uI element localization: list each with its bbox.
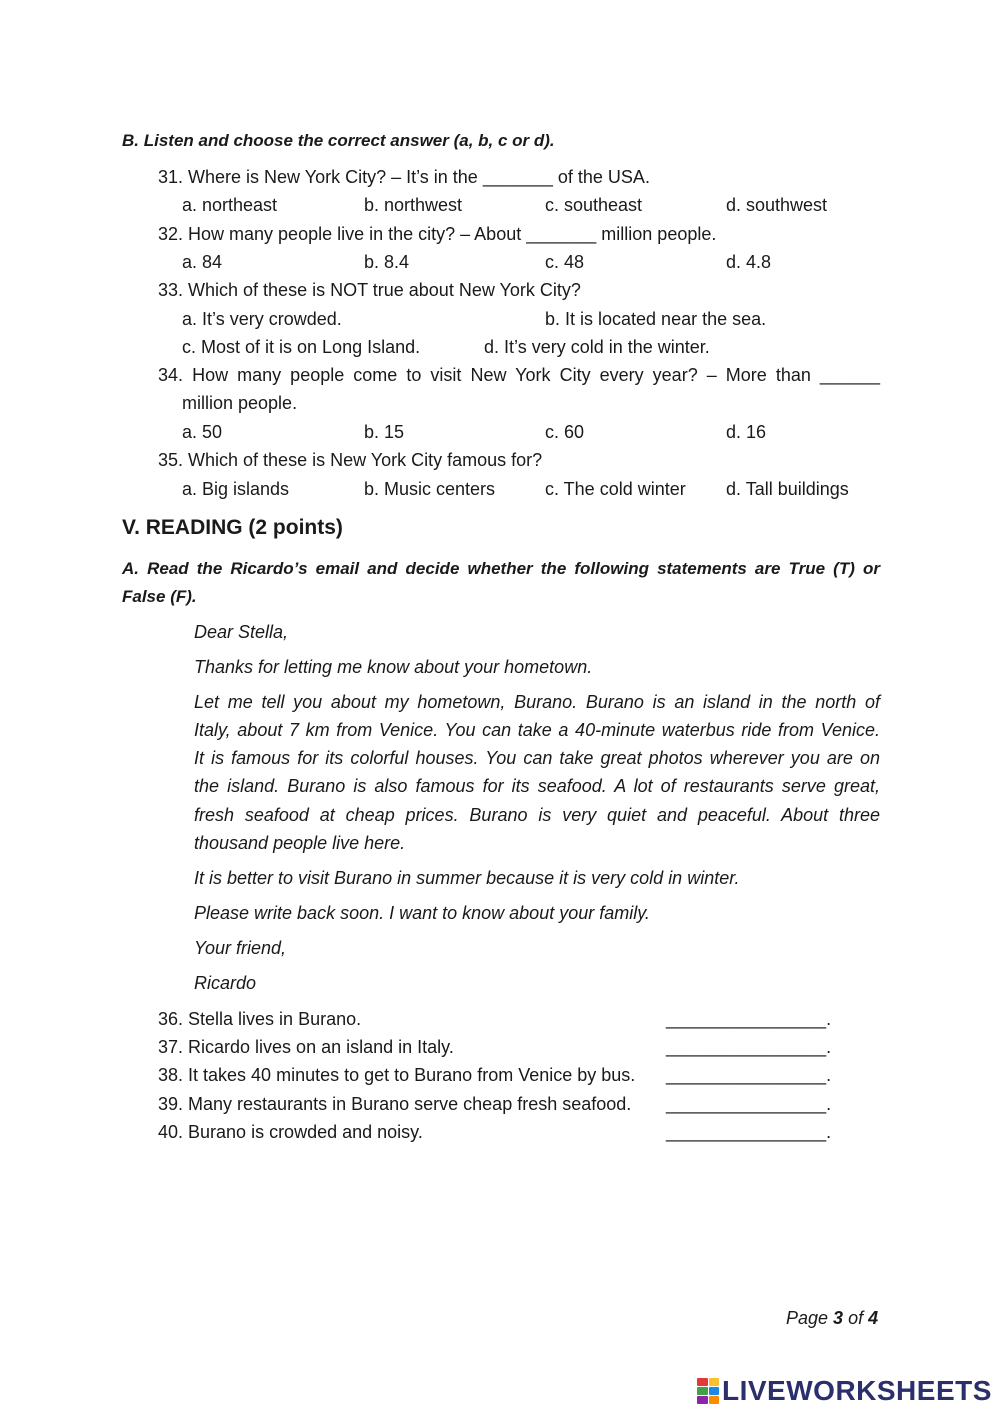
email-p2-line-3: It is famous for its colorful houses. You can take great photos wherever you are on <box>194 748 880 768</box>
q32-option-d: d. 4.8 <box>726 252 772 272</box>
section-b-heading: B. Listen and choose the correct answer (a, b, c or d). <box>122 131 555 150</box>
email-p2-line-1: Let me tell you about my hometown, Burano. Burano is an island in the north of <box>194 692 880 712</box>
email-paragraph-1: Thanks for letting me know about your hometown. <box>194 657 593 677</box>
reading-instruction-line2: False (F). <box>122 587 197 606</box>
statement-40: 40. Burano is crowded and noisy. <box>158 1122 423 1142</box>
question-35: 35. Which of these is New York City famous for? <box>158 450 543 470</box>
question-33: 33. Which of these is NOT true about New York City? <box>158 280 581 300</box>
q35-option-b: b. Music centers <box>364 479 496 499</box>
liveworksheets-logo <box>697 1375 992 1407</box>
q34-option-d: d. 16 <box>726 422 767 442</box>
email-paragraph-4: Please write back soon. I want to know about your family. <box>194 903 650 923</box>
q33-option-d: d. It’s very cold in the winter. <box>484 337 710 357</box>
q32-option-b: b. 8.4 <box>364 252 410 272</box>
question-31: 31. Where is New York City? – It’s in the _______ of the USA. <box>158 167 650 187</box>
q34-option-a: a. 50 <box>182 422 223 442</box>
reading-instruction-line1: A. Read the Ricardo’s email and decide whether the following statements are True (T) or <box>122 559 880 578</box>
q31-option-d: d. southwest <box>726 195 828 215</box>
q33-option-a: a. It’s very crowded. <box>182 309 342 329</box>
page-prefix: Page <box>786 1308 834 1328</box>
statement-36-answer-blank[interactable]: ________________. <box>666 1009 832 1029</box>
q33-option-b: b. It is located near the sea. <box>545 309 767 329</box>
email-p2-line-2: Italy, about 7 km from Venice. You can take a 40-minute waterbus ride from Venice. <box>194 720 880 740</box>
email-closing: Your friend, <box>194 938 287 958</box>
email-p2-line-4: the island. Burano is also famous for its seafood. A lot of restaurants serve great, <box>194 776 880 796</box>
statement-40-answer-blank[interactable]: ________________. <box>666 1122 832 1142</box>
q35-option-c: c. The cold winter <box>545 479 686 499</box>
liveworksheets-logo-icon <box>697 1378 719 1404</box>
question-34: 34. How many people come to visit New York City every year? – More than ______ <box>158 365 880 385</box>
q35-option-d: d. Tall buildings <box>726 479 849 499</box>
statement-38: 38. It takes 40 minutes to get to Burano from Venice by bus. <box>158 1065 636 1085</box>
statement-36: 36. Stella lives in Burano. <box>158 1009 362 1029</box>
page-number <box>786 1308 878 1329</box>
liveworksheets-logo-text: LIVEWORKSHEETS <box>722 1375 992 1406</box>
email-p2-line-6: thousand people live here. <box>194 833 406 853</box>
reading-heading: V. READING (2 points) <box>122 516 343 539</box>
statement-37-answer-blank[interactable]: ________________. <box>666 1037 832 1057</box>
email-greeting: Dear Stella, <box>194 622 289 642</box>
email-signature: Ricardo <box>194 973 257 993</box>
question-32: 32. How many people live in the city? – About _______ million people. <box>158 224 717 244</box>
statement-39: 39. Many restaurants in Burano serve cheap fresh seafood. <box>158 1094 632 1114</box>
statement-39-answer-blank[interactable]: ________________. <box>666 1094 832 1114</box>
q31-option-a: a. northeast <box>182 195 278 215</box>
statement-37: 37. Ricardo lives on an island in Italy. <box>158 1037 454 1057</box>
q35-option-a: a. Big islands <box>182 479 290 499</box>
page-total: 4 <box>868 1308 879 1328</box>
question-34-cont: million people. <box>182 393 298 413</box>
q32-option-a: a. 84 <box>182 252 223 272</box>
q31-option-b: b. northwest <box>364 195 463 215</box>
page-current: 3 <box>833 1308 844 1328</box>
q32-option-c: c. 48 <box>545 252 585 272</box>
q31-option-c: c. southeast <box>545 195 643 215</box>
page-of: of <box>843 1308 869 1328</box>
q34-option-c: c. 60 <box>545 422 585 442</box>
email-p2-line-5: fresh seafood at cheap prices. Burano is very quiet and peaceful. About three <box>194 805 880 825</box>
statement-38-answer-blank[interactable]: ________________. <box>666 1065 832 1085</box>
q33-option-c: c. Most of it is on Long Island. <box>182 337 421 357</box>
q34-option-b: b. 15 <box>364 422 405 442</box>
email-paragraph-3: It is better to visit Burano in summer because it is very cold in winter. <box>194 868 740 888</box>
